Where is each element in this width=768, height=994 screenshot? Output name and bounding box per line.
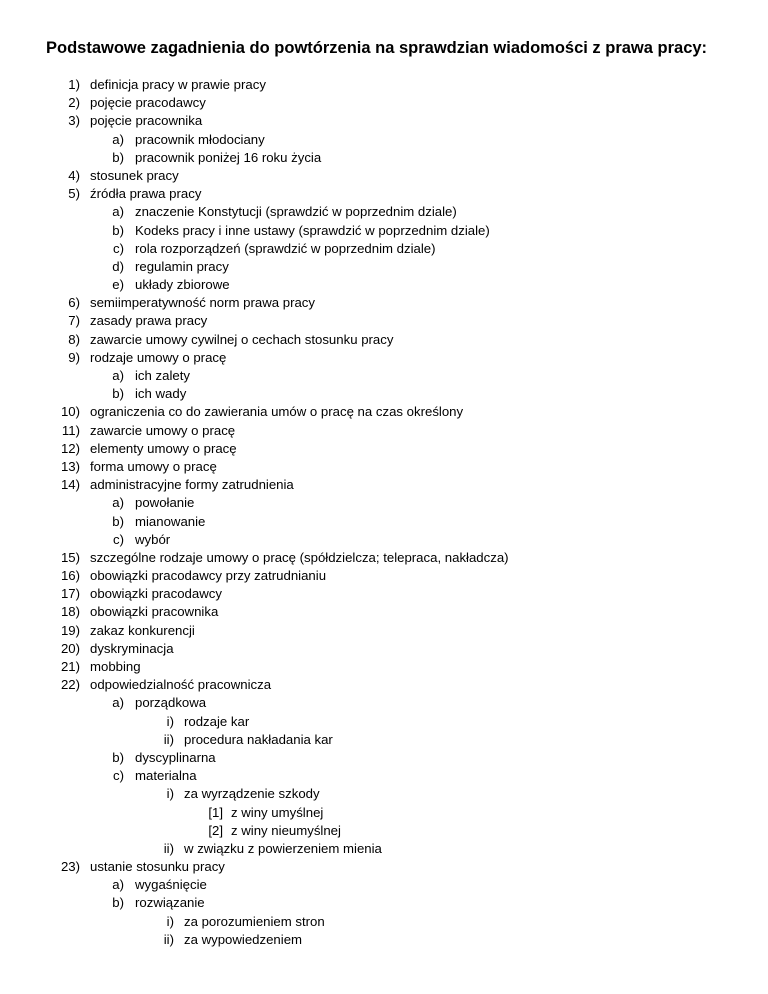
list-item-number: 9): [68, 349, 80, 365]
list-item-number: ii): [163, 931, 174, 947]
list-item: [0, 294, 768, 312]
list-item-number: 17): [60, 586, 80, 602]
list-item-text: forma umowy o pracę: [90, 458, 217, 474]
list-item-text: Kodeks pracy i inne ustawy (sprawdzić w poprzednim dziale): [135, 222, 490, 238]
list-item-number: 19): [60, 622, 80, 638]
list-item: [0, 167, 768, 185]
list-item: [0, 931, 768, 949]
list-item: [0, 258, 768, 276]
list-item-text: obowiązki pracodawcy: [90, 586, 222, 602]
list-item-text: w związku z powierzeniem mienia: [184, 840, 382, 856]
list-item-text: definicja pracy w prawie pracy: [90, 77, 266, 92]
list-item-text: wybór: [135, 531, 171, 547]
list-item-text: z winy nieumyślnej: [231, 822, 341, 838]
list-item: [0, 112, 768, 130]
list-item: [0, 767, 768, 785]
list-item-number: 12): [60, 440, 80, 456]
list-item-text: za wypowiedzeniem: [184, 931, 303, 947]
list-item: [0, 76, 768, 94]
list-item: [0, 585, 768, 603]
list-item-text: ograniczenia co do zawierania umów o pracę na czas określony: [90, 404, 464, 420]
list-item-number: a): [112, 131, 124, 147]
list-item-text: mobbing: [90, 659, 141, 674]
list-item-number: c): [113, 768, 124, 784]
list-item-number: 14): [60, 477, 80, 493]
list-item: [0, 222, 768, 240]
topic-list: [0, 76, 768, 949]
list-item-number: b): [112, 513, 124, 529]
list-item-number: a): [112, 368, 124, 383]
list-item-text: układy zbiorowe: [135, 277, 230, 293]
list-item-text: za wyrządzenie szkody: [184, 786, 320, 802]
list-item-number: a): [112, 877, 124, 893]
list-item: [0, 149, 768, 167]
list-item-number: 20): [60, 640, 80, 656]
list-item-number: b): [112, 749, 124, 765]
list-item-text: ich wady: [135, 386, 187, 402]
list-item-number: 3): [68, 113, 80, 129]
list-item-number: b): [112, 149, 124, 165]
list-item-text: administracyjne formy zatrudnienia: [90, 477, 294, 493]
list-item-number: 21): [60, 659, 80, 674]
list-item-text: z winy umyślnej: [231, 804, 324, 820]
list-item: [0, 731, 768, 749]
list-item-text: zawarcie umowy cywilnej o cechach stosunku pracy: [90, 331, 394, 347]
list-item-text: rozwiązanie: [135, 895, 205, 911]
list-item-text: rola rozporządzeń (sprawdzić w poprzednim dziale): [135, 240, 436, 256]
list-item-text: pojęcie pracownika: [90, 113, 203, 129]
list-item: [0, 403, 768, 421]
list-item-text: znaczenie Konstytucji (sprawdzić w poprzednim dziale): [135, 204, 457, 220]
list-item: [0, 494, 768, 512]
list-item-text: stosunek pracy: [90, 167, 179, 183]
list-item-text: pracownik poniżej 16 roku życia: [135, 149, 322, 165]
list-item-text: dyskryminacja: [90, 640, 174, 656]
list-item: [0, 894, 768, 912]
list-item-number: 15): [60, 549, 80, 565]
list-item-number: b): [112, 895, 124, 911]
list-item-text: odpowiedzialność pracownicza: [90, 677, 272, 693]
list-item-number: 4): [68, 167, 80, 183]
list-item: [0, 567, 768, 585]
list-item-number: ii): [163, 731, 174, 747]
list-item-text: porządkowa: [135, 695, 207, 711]
list-item: [0, 276, 768, 294]
list-item-text: rodzaje kar: [184, 713, 250, 729]
list-item: [0, 785, 768, 803]
list-item: [0, 458, 768, 476]
list-item-text: materialna: [135, 768, 197, 784]
list-item-text: szczególne rodzaje umowy o pracę (spółdzielcza; telepraca, nakładcza): [90, 549, 509, 565]
list-item-number: 23): [60, 859, 80, 875]
list-item-number: i): [166, 713, 174, 729]
list-item-number: a): [112, 495, 124, 511]
list-item: [0, 676, 768, 694]
list-item-text: ustanie stosunku pracy: [90, 859, 225, 875]
list-item: [0, 513, 768, 531]
list-item-number: b): [112, 386, 124, 402]
list-item-text: źródła prawa pracy: [90, 186, 202, 202]
list-item-text: pracownik młodociany: [135, 131, 265, 147]
list-item: [0, 549, 768, 567]
list-item-number: [1]: [208, 804, 223, 820]
list-item-number: 8): [68, 331, 80, 347]
list-item-number: i): [166, 913, 174, 929]
list-item-number: i): [166, 786, 174, 802]
list-item: [0, 240, 768, 258]
list-item-text: zasady prawa pracy: [90, 313, 208, 329]
list-item: [0, 312, 768, 330]
list-item-text: pojęcie pracodawcy: [90, 95, 206, 111]
list-item-text: elementy umowy o pracę: [90, 440, 237, 456]
list-item: [0, 694, 768, 712]
list-item: [0, 349, 768, 367]
list-item-number: c): [113, 531, 124, 547]
list-item-number: 2): [68, 95, 80, 111]
list-item-number: 13): [60, 458, 80, 474]
list-item: [0, 640, 768, 658]
list-item-number: a): [112, 204, 124, 220]
list-item: [0, 840, 768, 858]
list-item: [0, 385, 768, 403]
list-item-number: 6): [68, 295, 80, 311]
list-item: [0, 622, 768, 640]
list-item: [0, 531, 768, 549]
list-item: [0, 185, 768, 203]
list-item: [0, 331, 768, 349]
list-item-text: procedura nakładania kar: [184, 731, 333, 747]
list-item-text: rodzaje umowy o pracę: [90, 349, 227, 365]
list-item: [0, 749, 768, 767]
list-item-number: c): [113, 240, 124, 256]
list-item-text: za porozumieniem stron: [184, 913, 325, 929]
list-item: [0, 858, 768, 876]
list-item-number: 1): [68, 77, 80, 92]
list-item: [0, 476, 768, 494]
list-item-text: ich zalety: [135, 368, 190, 383]
list-item-number: 7): [68, 313, 80, 329]
list-item-text: semiimperatywność norm prawa pracy: [90, 295, 315, 311]
list-item: [0, 422, 768, 440]
page-title: Podstawowe zagadnienia do powtórzenia na sprawdzian wiadomości z prawa pracy:: [46, 39, 708, 57]
list-item-number: ii): [163, 840, 174, 856]
list-item-number: 18): [60, 604, 80, 620]
list-item: [0, 713, 768, 731]
list-item-number: 16): [60, 568, 80, 584]
list-item-text: mianowanie: [135, 513, 206, 529]
list-item: [0, 876, 768, 894]
list-item-number: 5): [68, 186, 80, 202]
list-item-text: obowiązki pracodawcy przy zatrudnianiu: [90, 568, 327, 584]
list-item: [0, 913, 768, 931]
list-item-number: e): [112, 277, 124, 293]
list-item: [0, 94, 768, 112]
list-item-number: d): [112, 258, 124, 274]
list-item: [0, 440, 768, 458]
list-item-number: b): [112, 222, 124, 238]
list-item: [0, 658, 768, 676]
list-item-text: regulamin pracy: [135, 258, 229, 274]
list-item: [0, 603, 768, 621]
list-item-text: dyscyplinarna: [135, 749, 216, 765]
list-item-text: zawarcie umowy o pracę: [90, 422, 236, 438]
list-item: [0, 131, 768, 149]
list-item-number: [2]: [208, 822, 223, 838]
list-item: [0, 804, 768, 822]
list-item-text: obowiązki pracownika: [90, 604, 219, 620]
list-item: [0, 367, 768, 385]
list-item-number: a): [112, 695, 124, 711]
list-item-number: 10): [60, 404, 80, 420]
list-item-number: 22): [60, 677, 80, 693]
list-item-number: 11): [61, 422, 80, 438]
list-item-text: powołanie: [135, 495, 195, 511]
list-item-text: zakaz konkurencji: [90, 622, 195, 638]
list-item-text: wygaśnięcie: [135, 877, 207, 893]
list-item: [0, 822, 768, 840]
list-item: [0, 203, 768, 221]
